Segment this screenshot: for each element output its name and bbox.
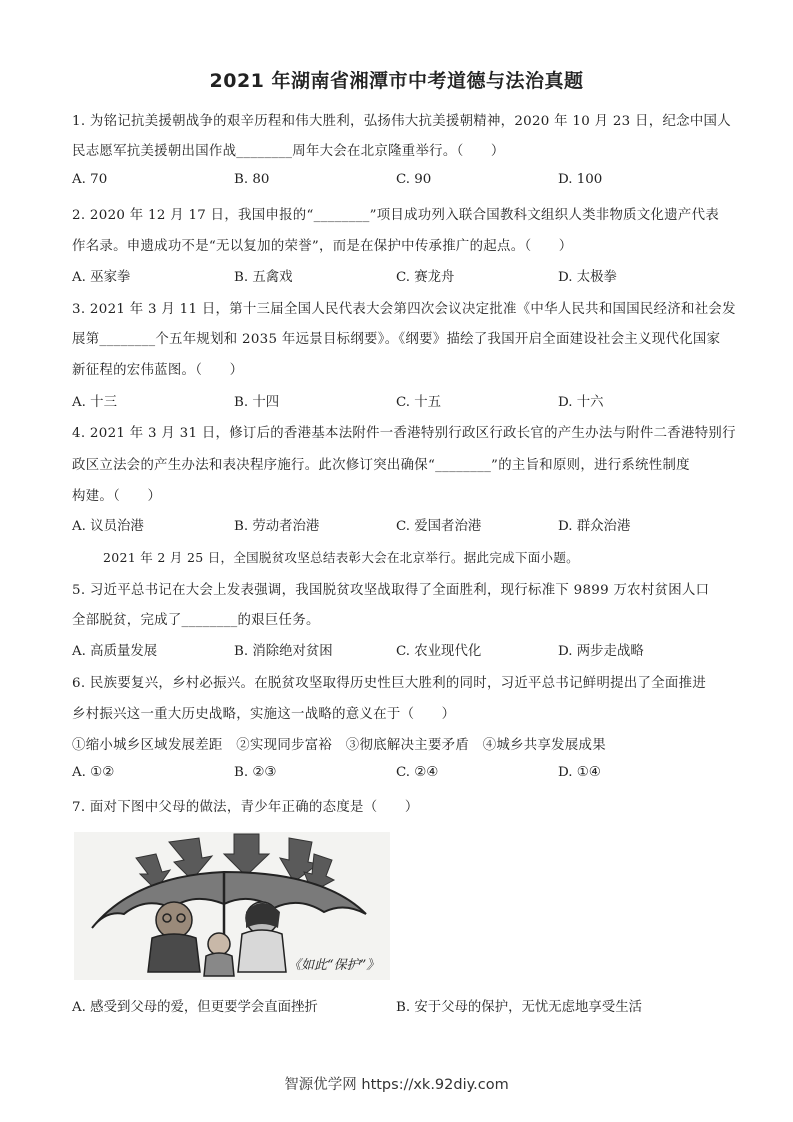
question-1-options (72, 172, 722, 192)
option-c[interactable]: C. 90 (396, 172, 432, 187)
page-title: 2021 年湖南省湘潭市中考道德与法治真题 (209, 70, 584, 92)
option-b[interactable]: B. 消除绝对贫困 (234, 644, 333, 659)
footer-watermark: 智源优学网 https://xk.92diy.com (284, 1077, 509, 1093)
cartoon-umbrella-illustration (74, 832, 390, 980)
option-c[interactable]: C. 农业现代化 (396, 644, 482, 659)
question-6-options (72, 765, 722, 785)
question-6-line-2: 乡村振兴这一重大历史战略，实施这一战略的意义在于（ ） (72, 707, 456, 722)
option-b[interactable]: B. 五禽戏 (234, 270, 293, 285)
question-1-line-2: 民志愿军抗美援朝出国作战________周年大会在北京隆重举行。（ ） (72, 144, 505, 159)
question-7-options (72, 996, 722, 1016)
question-2-line-1: 2. 2020 年 12 月 17 日，我国申报的“________”项目成功列入联合国教科文组织人类非物质文化遗产代表 (72, 208, 720, 223)
question-6-line-1: 6. 民族要复兴，乡村必振兴。在脱贫攻坚取得历史性巨大胜利的同时，习近平总书记鲜明提出了全面推进 (72, 676, 707, 691)
option-b[interactable]: B. ②③ (234, 765, 277, 780)
option-a[interactable]: A. 70 (72, 172, 108, 187)
question-7-line-1: 7. 面对下图中父母的做法，青少年正确的态度是（ ） (72, 800, 419, 815)
question-4-options (72, 515, 722, 535)
option-a[interactable]: A. 巫家拳 (72, 270, 131, 285)
option-a[interactable]: A. 感受到父母的爱，但更要学会直面挫折 (72, 1000, 318, 1015)
cartoon-caption: 《如此“保护”》 (288, 958, 380, 973)
question-4-line-3: 构建。（ ） (72, 489, 162, 504)
question-5-options (72, 640, 722, 660)
passage-intro: 2021 年 2 月 25 日，全国脱贫攻坚总结表彰大会在北京举行。据此完成下面小题。 (103, 550, 579, 565)
question-2-options (72, 266, 722, 286)
question-5-line-1: 5. 习近平总书记在大会上发表强调，我国脱贫攻坚战取得了全面胜利，现行标准下 9899 万农村贫困人口 (72, 583, 710, 598)
option-c[interactable]: C. 赛龙舟 (396, 270, 455, 285)
option-b[interactable]: B. 安于父母的保护，无忧无虑地享受生活 (396, 1000, 642, 1015)
option-d[interactable]: D. ①④ (558, 765, 601, 780)
question-1-line-1: 1. 为铭记抗美援朝战争的艰辛历程和伟大胜利，弘扬伟大抗美援朝精神，2020 年 10 月 23 日，纪念中国人 (72, 114, 731, 129)
option-d[interactable]: D. 十六 (558, 395, 604, 410)
option-b[interactable]: B. 80 (234, 172, 270, 187)
option-d[interactable]: D. 两步走战略 (558, 644, 644, 659)
question-4-line-2: 政区立法会的产生办法和表决程序施行。此次修订突出确保“________”的主旨和原则，进行系统性制度 (72, 458, 690, 473)
option-c[interactable]: C. 十五 (396, 395, 442, 410)
question-3-line-2: 展第________个五年规划和 2035 年远景目标纲要》。《纲要》描绘了我国开启全面建设社会主义现代化国家 (72, 332, 721, 347)
question-3-line-3: 新征程的宏伟蓝图。（ ） (72, 363, 244, 378)
option-d[interactable]: D. 太极拳 (558, 270, 617, 285)
option-a[interactable]: A. 高质量发展 (72, 644, 158, 659)
question-6-statements: ①缩小城乡区域发展差距 ②实现同步富裕 ③彻底解决主要矛盾 ④城乡共享发展成果 (72, 738, 606, 753)
option-d[interactable]: D. 群众治港 (558, 519, 631, 534)
option-c[interactable]: C. 爱国者治港 (396, 519, 482, 534)
option-a[interactable]: A. 十三 (72, 395, 117, 410)
option-b[interactable]: B. 十四 (234, 395, 280, 410)
option-a[interactable]: A. ①② (72, 765, 115, 780)
option-a[interactable]: A. 议员治港 (72, 519, 144, 534)
question-3-line-1: 3. 2021 年 3 月 11 日，第十三届全国人民代表大会第四次会议决定批准《中华人民共和国国民经济和社会发 (72, 302, 736, 317)
question-2-line-2: 作名录。申遗成功不是“无以复加的荣誉”，而是在保护中传承推广的起点。（ ） (72, 239, 573, 254)
option-b[interactable]: B. 劳动者治港 (234, 519, 320, 534)
option-c[interactable]: C. ②④ (396, 765, 439, 780)
question-4-line-1: 4. 2021 年 3 月 31 日，修订后的香港基本法附件一香港特别行政区行政长官的产生办法与附件二香港特别行 (72, 426, 736, 441)
option-d[interactable]: D. 100 (558, 172, 603, 187)
question-5-line-2: 全部脱贫，完成了________的艰巨任务。 (72, 613, 320, 628)
question-3-options (72, 391, 722, 411)
